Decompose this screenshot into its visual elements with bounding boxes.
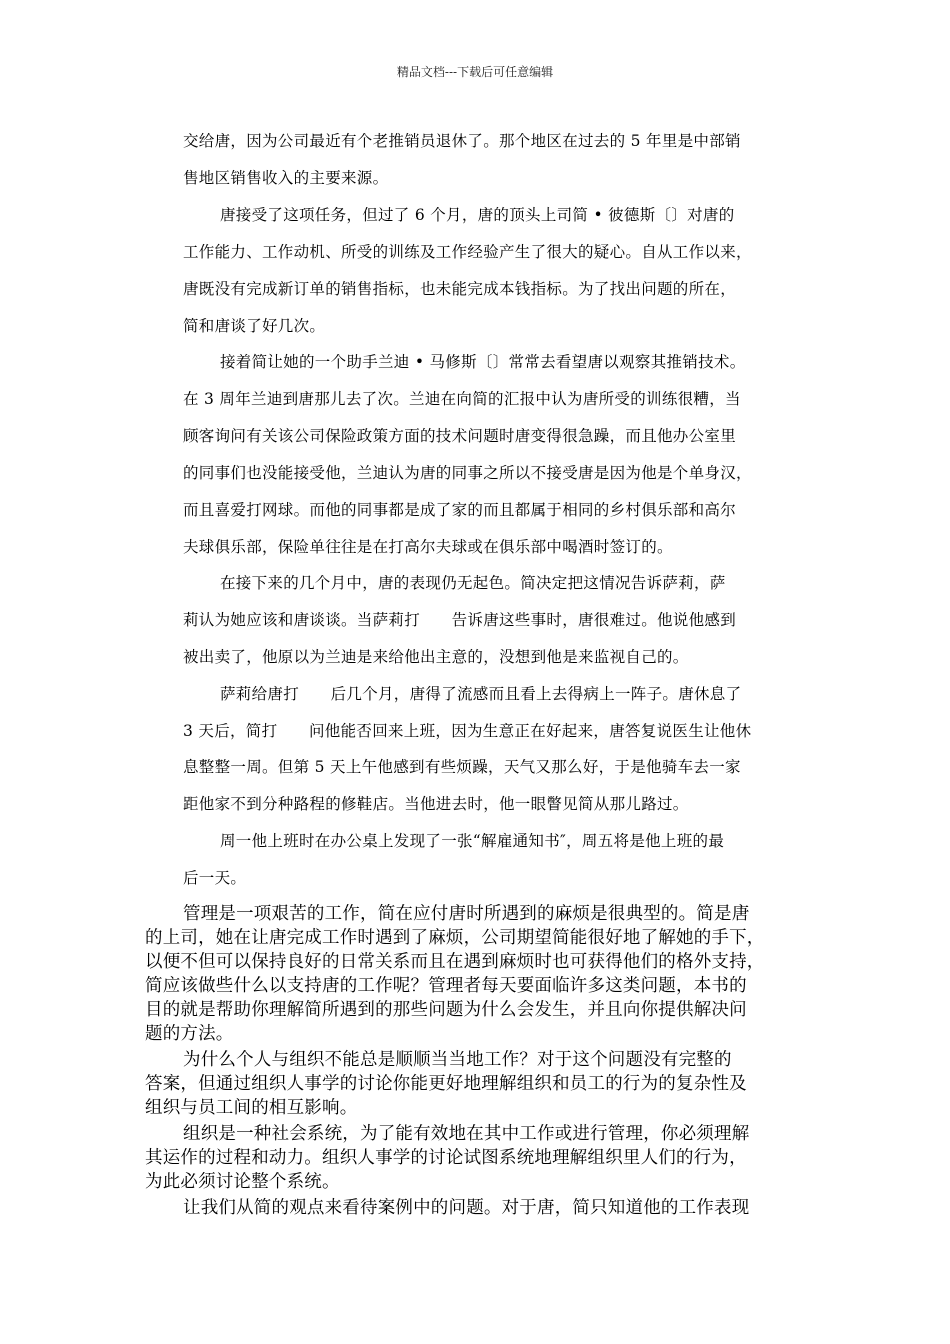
text-line: 3 天后，简打 问他能否回来上班，因为生意正在好起来，唐答复说医生让他休 [183, 722, 752, 740]
text-line: 目的就是帮助你理解简所遇到的那些问题为什么会发生，并且向你提供解决问 [145, 1000, 747, 1020]
text-line: 为此必须讨论整个系统。 [145, 1172, 340, 1192]
text-line: 顾客询问有关该公司保险政策方面的技术问题时唐变得很急躁，而且他办公室里 [183, 427, 737, 445]
text-line: 简应该做些什么以支持唐的工作呢？管理者每天要面临许多这类问题，本书的 [145, 976, 747, 996]
text-line: 管理是一项艰苦的工作，简在应付唐时所遇到的麻烦是很典型的。简是唐 [183, 904, 750, 924]
text-line: 其运作的过程和动力。组织人事学的讨论试图系统地理解组织里人们的行为， [145, 1148, 747, 1168]
text-line: 的同事们也没能接受他，兰迪认为唐的同事之所以不接受唐是因为他是个单身汉， [183, 464, 752, 482]
text-line: 被出卖了，他原以为兰迪是来给他出主意的，没想到他是来监视自己的。 [183, 648, 689, 666]
text-line: 接着简让她的一个助手兰迪 • 马修斯〔〕常常去看望唐以观察其推销技术。 [220, 353, 746, 371]
text-line: 为什么个人与组织不能总是顺顺当当地工作？对于这个问题没有完整的 [183, 1050, 732, 1070]
text-line: 莉认为她应该和唐谈谈。当萨莉打 告诉唐这些事时，唐很难过。他说他感到 [183, 611, 737, 629]
text-line: 后一天。 [183, 869, 247, 887]
text-line: 交给唐，因为公司最近有个老推销员退休了。那个地区在过去的 5 年里是中部销 [183, 132, 741, 150]
text-line: 息整整一周。但第 5 天上午他感到有些烦躁，天气又那么好，于是他骑车去一家 [183, 758, 741, 776]
text-line: 夫球俱乐部，保险单往往是在打高尔夫球或在俱乐部中喝酒时签订的。 [183, 538, 673, 556]
text-line: 题的方法。 [145, 1024, 234, 1044]
text-line: 萨莉给唐打 后几个月，唐得了流感而且看上去得病上一阵子。唐休息了 [220, 685, 742, 703]
text-line: 唐既没有完成新订单的销售指标，也未能完成本钱指标。为了找出问题的所在， [183, 280, 737, 298]
text-line: 工作能力、工作动机、所受的训练及工作经验产生了很大的疑心。自从工作以来， [183, 243, 752, 261]
text-line: 售地区销售收入的主要来源。 [183, 169, 389, 187]
text-line: 答案，但通过组织人事学的讨论你能更好地理解组织和员工的行为的复杂性及 [145, 1074, 747, 1094]
text-line: 在接下来的几个月中，唐的表现仍无起色。简决定把这情况告诉萨莉，萨 [220, 574, 726, 592]
text-line: 简和唐谈了好几次。 [183, 317, 326, 335]
text-line: 唐接受了这项任务，但过了 6 个月，唐的顶头上司简 • 彼德斯〔〕对唐的 [220, 206, 735, 224]
text-line: 而且喜爱打网球。而他的同事都是成了家的而且都属于相同的乡村俱乐部和高尔 [183, 501, 737, 519]
text-line: 以便不但可以保持良好的日常关系而且在遇到麻烦时也可获得他们的格外支持， [145, 952, 765, 972]
text-line: 的上司，她在让唐完成工作时遇到了麻烦，公司期望简能很好地了解她的手下， [145, 928, 765, 948]
text-line: 距他家不到分种路程的修鞋店。当他进去时，他一眼瞥见简从那儿路过。 [183, 795, 689, 813]
text-line: 组织与员工间的相互影响。 [145, 1098, 358, 1118]
text-line: 让我们从简的观点来看待案例中的问题。对于唐，简只知道他的工作表现 [183, 1198, 750, 1218]
text-line: 组织是一种社会系统，为了能有效地在其中工作或进行管理，你必须理解 [183, 1124, 750, 1144]
text-line: 在 3 周年兰迪到唐那儿去了次。兰迪在向简的汇报中认为唐所受的训练很糟，当 [183, 390, 741, 408]
text-line: 周一他上班时在办公桌上发现了一张“解雇通知书″，周五将是他上班的最 [220, 832, 725, 850]
page-header: 精品文档---下载后可任意编辑 [396, 65, 554, 79]
